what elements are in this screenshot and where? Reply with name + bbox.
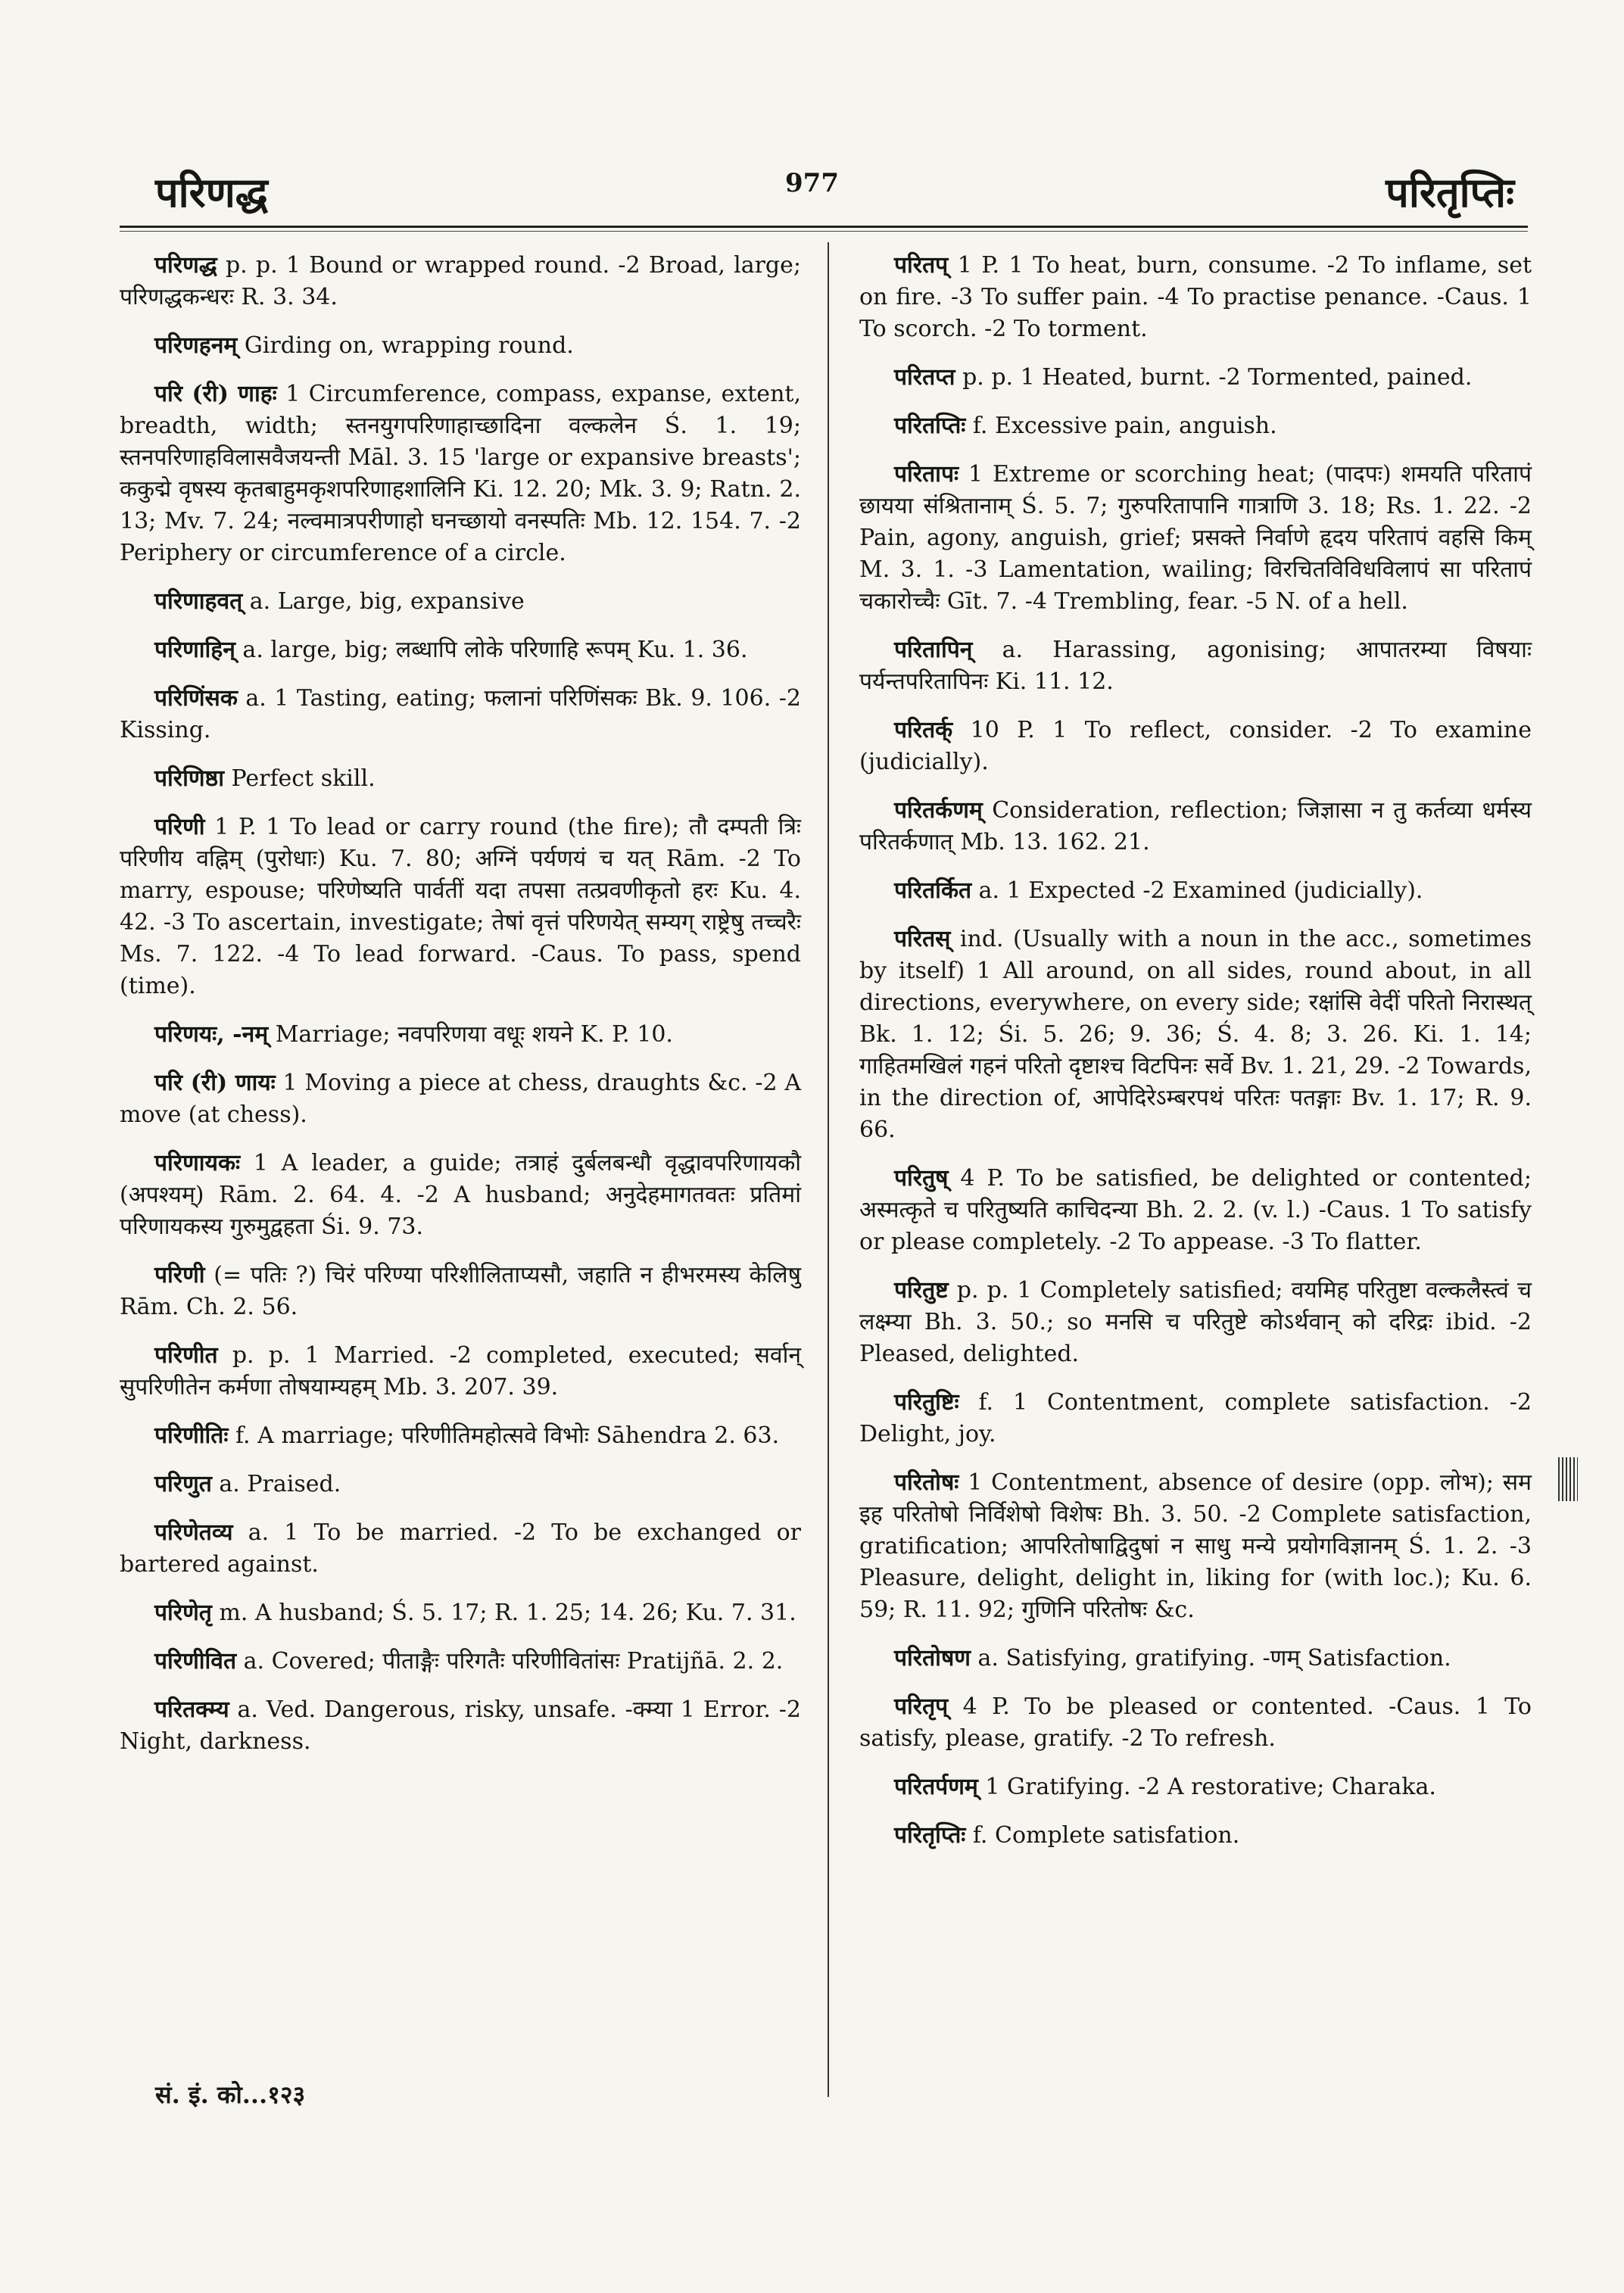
dictionary-entry bbox=[120, 763, 801, 795]
dictionary-entry bbox=[859, 1820, 1532, 1852]
entry-headword: परितोषः bbox=[894, 1469, 959, 1496]
entry-headword: परिणाहिन् bbox=[154, 637, 235, 663]
entry-definition: 1 P. 1 To lead or carry round (the fire); तौ दम्पती त्रिः परिणीय वह्निम् (पुरोधाः) Ku. 7. 80; अग्निं पर्यणयं च यत् Rām. -2 To marry, espouse; परिणेष्यति पार्वतीं यदा तपसा तत्प्रवणीकृतो हरः Ku. 4. 42. -3 To ascertain, investigate; तेषां वृत्तं परिणयेत् सम्यग् राष्ट्रेषु तच्चरैः Ms. 7. 122. -4 To lead forward. -Caus. To pass, spend (time). bbox=[120, 814, 801, 999]
entry-definition: p. p. 1 Heated, burnt. -2 Tormented, pained. bbox=[955, 364, 1473, 391]
dictionary-entry bbox=[120, 1148, 801, 1243]
entry-definition: a. Covered; पीताङ्गैः परिगतैः परिणीवितांसः Pratijñā. 2. 2. bbox=[236, 1648, 784, 1675]
dictionary-entry bbox=[859, 1275, 1532, 1370]
entry-headword: परिणयः, -नम् bbox=[154, 1021, 269, 1048]
entry-headword: परिणीतिः bbox=[154, 1422, 229, 1449]
entry-definition: p. p. 1 Married. -2 completed, executed; सर्वान् सुपरिणीतेन कर्मणा तोषयाम्यहम् Mb. 3. 207. 39. bbox=[120, 1342, 801, 1400]
entry-definition: Girding on, wrapping round. bbox=[237, 332, 574, 359]
entry-headword: परितोषण bbox=[894, 1645, 971, 1671]
entry-definition: a. Harassing, agonising; आपातरम्या विषयाः पर्यन्तपरितापिनः Ki. 11. 12. bbox=[859, 637, 1532, 695]
entry-headword: परितप्तिः bbox=[894, 413, 966, 439]
entry-definition: p. p. 1 Bound or wrapped round. -2 Broad, large; परिणद्धकन्धरः R. 3. 34. bbox=[120, 252, 801, 310]
dictionary-entry bbox=[859, 1387, 1532, 1450]
entry-definition: (= पतिः ?) चिरं परिण्या परिशीलिताप्यसौ, जहाति न हीभरमस्य केलिषु Rām. Ch. 2. 56. bbox=[120, 1262, 801, 1320]
dictionary-entry bbox=[120, 812, 801, 1002]
dictionary-entry bbox=[859, 795, 1532, 858]
entry-definition: a. 1 Tasting, eating; फलानां परिणिंसकः Bk. 9. 106. -2 Kissing. bbox=[120, 685, 801, 743]
entry-headword: परितृप् bbox=[894, 1693, 949, 1720]
entry-definition: Perfect skill. bbox=[223, 765, 376, 792]
entry-definition: a. large, big; लब्धापि लोके परिणाहि रूपम् Ku. 1. 36. bbox=[235, 637, 748, 663]
entry-definition: f. 1 Contentment, complete satisfaction. -2 Delight, joy. bbox=[859, 1389, 1532, 1447]
dictionary-entry bbox=[859, 1643, 1532, 1675]
entry-headword: परिणद्ध bbox=[154, 252, 217, 279]
margin-tally-marks bbox=[1558, 1457, 1578, 1501]
entry-definition: a. Praised. bbox=[211, 1471, 341, 1497]
running-head-right: परितृप्तिः bbox=[1386, 168, 1514, 217]
entry-headword: परिणिष्ठा bbox=[154, 765, 224, 792]
dictionary-entry bbox=[120, 379, 801, 569]
entry-definition: Consideration, reflection; जिज्ञासा न तु कर्तव्या धर्मस्य परितर्कणात् Mb. 13. 162. 21. bbox=[859, 797, 1532, 855]
header-rule bbox=[120, 226, 1528, 232]
entry-headword: परिणी bbox=[154, 814, 205, 840]
dictionary-entry bbox=[120, 1340, 801, 1404]
entry-definition: 4 P. To be satisfied, be delighted or contented; अस्मत्कृते च परितुष्यति काचिदन्या Bh. 2. 2. (v. l.) -Caus. 1 To satisfy or please completely. -2 To appease. -3 To flatter. bbox=[859, 1165, 1532, 1255]
entry-definition: 10 P. 1 To reflect, consider. -2 To examine (judicially). bbox=[859, 717, 1532, 775]
entry-definition: m. A husband; Ś. 5. 17; R. 1. 25; 14. 26; Ku. 7. 31. bbox=[211, 1600, 796, 1626]
signature-mark: सं. इं. को...१२३ bbox=[155, 2080, 306, 2109]
dictionary-entry bbox=[859, 1771, 1532, 1803]
entry-headword: परितर्कणम् bbox=[894, 797, 983, 824]
page-number: 977 bbox=[785, 168, 839, 198]
dictionary-entry bbox=[859, 410, 1532, 442]
entry-headword: परितापिन् bbox=[894, 637, 973, 663]
entry-headword: परितर्पणम् bbox=[894, 1774, 978, 1800]
entry-headword: परितक्म्य bbox=[154, 1696, 229, 1723]
entry-headword: परितप् bbox=[894, 252, 949, 279]
dictionary-entry bbox=[859, 715, 1532, 778]
entry-headword: परिणहनम् bbox=[154, 332, 238, 359]
entry-headword: परि (री) णाहः bbox=[154, 381, 277, 407]
dictionary-entry bbox=[120, 1517, 801, 1581]
entry-definition: a. 1 To be married. -2 To be exchanged or bartered against. bbox=[120, 1519, 801, 1578]
entry-definition: 1 A leader, a guide; तत्राहं दुर्बलबन्धौ वृद्धावपरिणायकौ (अपश्यम्) Rām. 2. 64. 4. -2 A husband; अनुदेहमागतवतः प्रतिमां परिणायकस्य गुरुमुद्वहता Śi. 9. 73. bbox=[120, 1150, 801, 1240]
entry-headword: परितप्त bbox=[894, 364, 955, 391]
dictionary-entry bbox=[120, 634, 801, 666]
entry-definition: a. Large, big, expansive bbox=[242, 588, 525, 615]
entry-headword: परिणीत bbox=[154, 1342, 218, 1369]
dictionary-entry bbox=[120, 1694, 801, 1758]
entry-headword: परितुष्टिः bbox=[894, 1389, 959, 1416]
left-column bbox=[120, 250, 801, 1774]
entry-headword: परि (री) णायः bbox=[154, 1070, 276, 1096]
entry-definition: 1 P. 1 To heat, burn, consume. -2 To inflame, set on fire. -3 To suffer pain. -4 To practise penance. -Caus. 1 To scorch. -2 To torment. bbox=[859, 252, 1532, 342]
entry-headword: परिणायकः bbox=[154, 1150, 241, 1176]
dictionary-entry bbox=[859, 1467, 1532, 1626]
entry-definition: a. Ved. Dangerous, risky, unsafe. -क्म्या 1 Error. -2 Night, darkness. bbox=[120, 1696, 801, 1755]
dictionary-entry bbox=[120, 1420, 801, 1452]
entry-definition: 1 Extreme or scorching heat; (पादपः) शमयति परितापं छायया संश्रितानाम् Ś. 5. 7; गुरुपरितापानि गात्राणि 3. 18; Rs. 1. 22. -2 Pain, agony, anguish, grief; प्रसक्ते निर्वाणे हृदय परितापं वहसि किम् M. 3. 1. -3 Lamentation, wailing; विरचितविविधविलापं सा परितापं चकारोच्चैः Gīt. 7. -4 Trembling, fear. -5 N. of a hell. bbox=[859, 461, 1532, 615]
entry-headword: परिणी bbox=[154, 1262, 205, 1288]
dictionary-entry bbox=[120, 683, 801, 746]
entry-definition: 4 P. To be pleased or contented. -Caus. 1 To satisfy, please, gratify. -2 To refresh. bbox=[859, 1693, 1532, 1752]
entry-definition: a. 1 Expected -2 Examined (judicially). bbox=[971, 877, 1423, 904]
dictionary-entry bbox=[859, 1691, 1532, 1755]
entry-definition: f. Complete satisfation. bbox=[965, 1822, 1240, 1849]
entry-definition: 1 Gratifying. -2 A restorative; Charaka. bbox=[977, 1774, 1436, 1800]
right-column bbox=[859, 250, 1532, 1868]
entry-definition: 1 Moving a piece at chess, draughts &c. -2 A move (at chess). bbox=[120, 1070, 801, 1128]
entry-headword: परितर्कित bbox=[894, 877, 972, 904]
dictionary-entry bbox=[859, 875, 1532, 907]
dictionary-entry bbox=[120, 1067, 801, 1131]
entry-headword: परिणीवित bbox=[154, 1648, 237, 1675]
entry-definition: p. p. 1 Completely satisfied; वयमिह परितुष्टा वल्कलैस्त्वं च लक्ष्म्या Bh. 3. 50.; so मनसि च परितुष्टे कोऽर्थवान् को दरिद्रः ibid. -2 Pleased, delighted. bbox=[859, 1277, 1532, 1367]
entry-headword: परिणाहवत् bbox=[154, 588, 243, 615]
dictionary-entry bbox=[120, 1019, 801, 1051]
dictionary-entry bbox=[859, 634, 1532, 698]
entry-definition: f. A marriage; परिणीतिमहोत्सवे विभोः Sāhendra 2. 63. bbox=[228, 1422, 780, 1449]
dictionary-entry bbox=[120, 330, 801, 362]
dictionary-entry bbox=[859, 362, 1532, 394]
entry-headword: परिणेतृ bbox=[154, 1600, 212, 1626]
entry-headword: परिणुत bbox=[154, 1471, 212, 1497]
dictionary-entry bbox=[120, 1260, 801, 1323]
entry-headword: परितुष् bbox=[894, 1165, 949, 1192]
dictionary-entry bbox=[859, 250, 1532, 345]
entry-definition: Marriage; नवपरिणया वधूः शयने K. P. 10. bbox=[268, 1021, 673, 1048]
entry-headword: परितुष्ट bbox=[894, 1277, 949, 1304]
dictionary-entry bbox=[120, 586, 801, 618]
entry-definition: 1 Contentment, absence of desire (opp. लोभ); सम इह परितोषो निर्विशेषो विशेषः Bh. 3. 50. -2 Complete satisfaction, gratification; आपरितोषाद्विदुषां न साधु मन्ये प्रयोगविज्ञानम् Ś. 1. 2. -3 Pleasure, delight, delight in, liking for (with loc.); Ku. 6. 59; R. 11. 92; गुणिनि परितोषः &c. bbox=[859, 1469, 1532, 1623]
dictionary-entry bbox=[120, 250, 801, 313]
entry-headword: परितृप्तिः bbox=[894, 1822, 966, 1849]
entry-headword: परितर्क् bbox=[894, 717, 953, 743]
entry-definition: a. Satisfying, gratifying. -णम् Satisfaction. bbox=[970, 1645, 1451, 1671]
dictionary-entry bbox=[120, 1597, 801, 1629]
entry-definition: f. Excessive pain, anguish. bbox=[965, 413, 1277, 439]
dictionary-entry bbox=[120, 1469, 801, 1500]
running-head-left: परिणद्ध bbox=[155, 168, 268, 217]
entry-definition: ind. (Usually with a noun in the acc., sometimes by itself) 1 All around, on all sides, round about, in all directions, everywhere, on every side; रक्षांसि वेदीं परितो निरास्थत् Bk. 1. 12; Śi. 5. 26; 9. 36; Ś. 4. 8; 3. 26. Ki. 1. 14; गाहितमखिलं गहनं परितो दृष्टाश्च विटपिनः सर्वे Bv. 1. 21, 29. -2 Towards, in the direction of, आपेदिरेऽम्बरपथं परितः पतङ्गाः Bv. 1. 17; R. 9. 66. bbox=[859, 926, 1532, 1143]
column-divider bbox=[828, 242, 829, 2097]
entry-headword: परिणिंसक bbox=[154, 685, 238, 712]
entry-headword: परिणेतव्य bbox=[154, 1519, 233, 1546]
entry-definition: 1 Circumference, compass, expanse, extent, breadth, width; स्तनयुगपरिणाहाच्छादिना वल्कलेन Ś. 1. 19; स्तनपरिणाहविलासवैजयन्ती Māl. 3. 15 'large or expansive breasts'; ककुद्मे वृषस्य कृतबाहुमकृशपरिणाहशालिनि Ki. 12. 20; Mk. 3. 9; Ratn. 2. 13; Mv. 7. 24; नल्वमात्रपरीणाहो घनच्छायो वनस्पतिः Mb. 12. 154. 7. -2 Periphery or circumference of a circle. bbox=[120, 381, 801, 566]
dictionary-entry bbox=[859, 459, 1532, 618]
dictionary-entry bbox=[859, 1163, 1532, 1258]
dictionary-entry bbox=[120, 1646, 801, 1678]
entry-headword: परितस् bbox=[894, 926, 951, 952]
dictionary-entry bbox=[859, 924, 1532, 1146]
entry-headword: परितापः bbox=[894, 461, 959, 488]
